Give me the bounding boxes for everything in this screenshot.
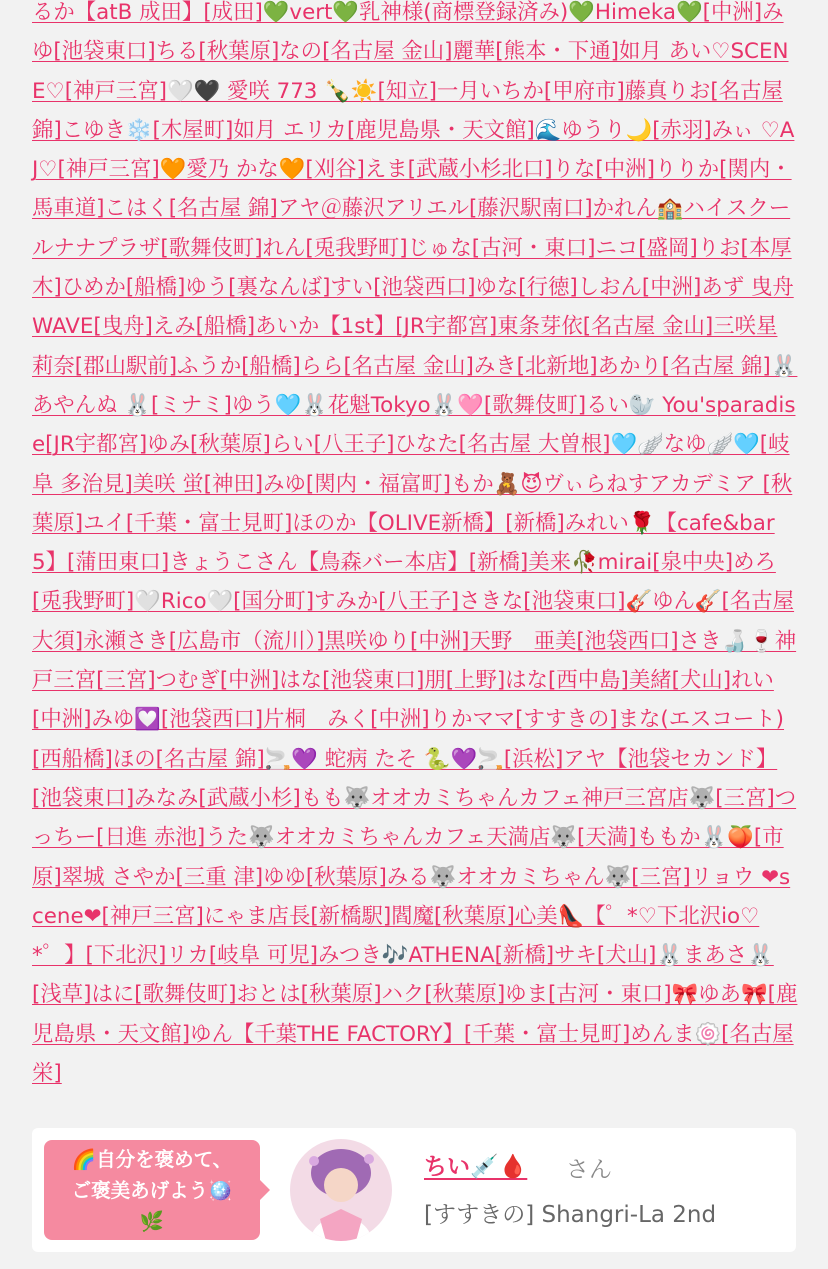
cast-links[interactable]: るか【atB 成田】[成田]💚vert💚乳神様(商標登録済み)💚Himeka💚[中洲]みゆ[池袋東口]ちる[秋葉原]なの[名古屋 金山]麗華[熊本・下通]如月 あい♡SCENE♡[神戸三宮]🤍🖤 愛咲 773 🍾☀️[知立]一月いちか[甲府市]藤真りお[名古屋 錦]こゆき❄️[木屋町]如月 エリカ[鹿児島県・天文館]🌊ゆうり🌙[赤羽]みぃ ♡AJ♡[神戸三宮]🧡愛乃 かな🧡[刈谷]えま[武蔵小杉北口]りな[中洲]りりか[関内・馬車道]こはく[名古屋 錦]アヤ＠藤沢アリエル[藤沢駅南口]かれん🏫ハイスクールナナプラザ[歌舞伎町]れん[兎我野町]じゅな[古河・東口]ニコ[盛岡]りお[本厚木]ひめか[船橋]ゆう[裏なんば]すい[池袋西口]ゆな[行徳]しおん[中洲]あず 曳舟WAVE[曳舟]えみ[船橋]あいか【1st】[JR宇都宮]東条芽依[名古屋 金山]三咲星莉奈[郡山駅前]ふうか[船橋]らら[名古屋 金山]みき[北新地]あかり[名古屋 錦]🐰 あやんぬ 🐰[ミナミ]ゆう🩵🐰花魁Tokyo🐰🩷[歌舞伎町]るい🦭 You'sparadise[JR宇都宮]ゆみ[秋葉原]らい[八王子]ひなた[名古屋 大曽根]🩵🪽なゆ🪽🩵[岐阜 多治見]美咲 蛍[神田]みゆ[関内・福富町]もか🧸😈ヴぃらねすアカデミア [秋葉原]ユイ[千葉・富士見町]ほのか【OLIVE新橋】[新橋]みれい🌹【cafe&bar 5】[蒲田東口]きょうこさん【鳥森バー本店】[新橋]美来🥀mirai[泉中央]めろ[兎我野町]🤍Rico🤍[国分町]すみか[八王子]さきな[池袋東口]🎸ゆん🎸[名古屋 大須]永瀬さき[広島市（流川）]黒咲ゆり[中洲]天野 亜美[池袋西口]さき🍶🍷神戸三宮[三宮]つむぎ[中洲]はな[池袋東口]朋[上野]はな[西中島]美緒[犬山]れい[中洲]みゆ💟[池袋西口]片桐 みく[中洲]りかママ[すすきの]まな(エスコート)[西船橋]ほの[名古屋 錦]🚬💜 蛇病 たそ 🐍💜🚬[浜松]アヤ【池袋セカンド】[池袋東口]みなみ[武蔵小杉]もも🐺オオカミちゃんカフェ神戸三宮店🐺[三宮]つっちー[日進 赤池]うた🐺オオカミちゃんカフェ天満店🐺[天満]ももか🐰🍑[市原]翠城 さやか[三重 津]ゆゆ[秋葉原]みる🐺オオカミちゃん🐺[三宮]リョウ ❤scene❤[神戸三宮]にゃま店長[新橋駅]閻魔[秋葉原]心美👠【゜*♡下北沢io♡*゜】[下北沢]リカ[岐阜 可児]みつき🎶ATHENA[新橋]サキ[犬山]🐰まあさ🐰[浅草]はに[歌舞伎町]おとは[秋葉原]ハク[秋葉原]ゆま[古河・東口]🎀ゆあ🎀[鹿児島県・天文館]ゆん【千葉THE FACTORY】[千葉・富士見町]めんま🍥[名古屋 栄] xyxy=(32,0,798,1087)
promo-line-3: 🌿 xyxy=(139,1210,165,1233)
featured-cast-card[interactable] xyxy=(32,1128,796,1252)
honorific: さん xyxy=(566,1157,612,1183)
cast-name[interactable] xyxy=(424,1148,527,1181)
promo-line-2: ご褒美あげよう🪩 xyxy=(71,1179,233,1202)
cast-link-list[interactable] xyxy=(32,0,798,1093)
cast-name-link[interactable]: ちい💉🩸 xyxy=(424,1154,528,1180)
promo-bubble xyxy=(44,1140,260,1240)
avatar[interactable] xyxy=(290,1139,392,1241)
avatar-image xyxy=(290,1139,392,1241)
promo-line-1: 🌈自分を褒めて、 xyxy=(71,1148,233,1171)
bubble-tail xyxy=(260,1180,270,1200)
shop-name: [すすきの] Shangri-La 2nd xyxy=(424,1202,717,1228)
